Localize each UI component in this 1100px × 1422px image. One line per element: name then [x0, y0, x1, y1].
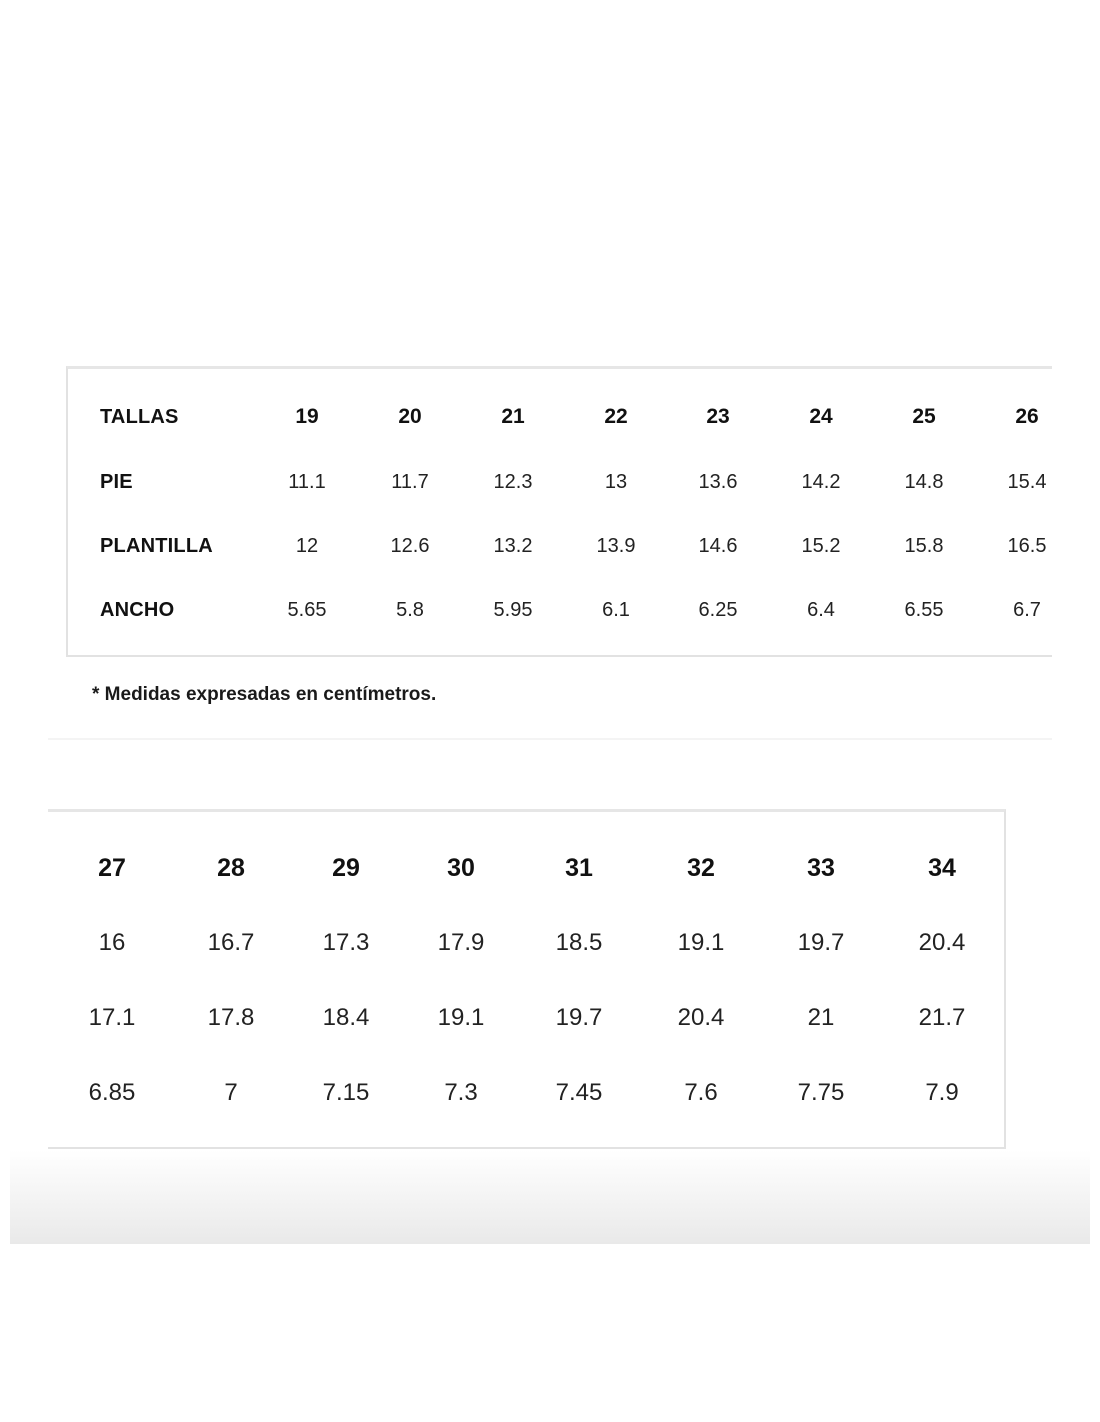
table-cell: 18.4	[322, 1004, 370, 1031]
size-header: 27	[98, 854, 126, 882]
table-cell: 13	[604, 471, 628, 493]
table-cell: 12.6	[390, 535, 430, 557]
table-cell: 6.85	[88, 1079, 136, 1106]
pie-row	[68, 467, 1052, 497]
table-cell: 5.8	[396, 599, 424, 621]
table-cell: 17.1	[88, 1004, 136, 1031]
size-header: 22	[604, 405, 628, 428]
table-cell: 17.9	[437, 929, 485, 956]
table-cell: 11.1	[288, 471, 326, 493]
row-label-pie: PIE	[100, 471, 133, 493]
table-cell: 11.7	[391, 471, 429, 493]
table-cell: 14.8	[904, 471, 944, 493]
divider	[48, 738, 1052, 740]
table-cell: 7.75	[797, 1079, 845, 1106]
table-cell: 15.4	[1007, 471, 1047, 493]
table-cell: 7.3	[444, 1079, 478, 1106]
row-label-tallas: TALLAS	[100, 406, 179, 428]
pie-row	[48, 925, 1004, 961]
table-cell: 7.15	[322, 1079, 370, 1106]
table-cell: 19.1	[677, 929, 725, 956]
size-header: 23	[706, 405, 730, 428]
ancho-row	[68, 595, 1052, 625]
table-cell: 14.2	[801, 471, 841, 493]
size-table-1	[66, 366, 1052, 657]
table-cell: 7.6	[684, 1079, 718, 1106]
table-cell: 6.4	[807, 599, 835, 621]
table-cell: 12.3	[493, 471, 533, 493]
table-cell: 16	[98, 929, 126, 956]
size-row	[48, 850, 1004, 886]
size-header: 31	[565, 854, 593, 882]
size-header: 24	[809, 405, 833, 428]
table-cell: 19.1	[437, 1004, 485, 1031]
size-header: 32	[687, 854, 715, 882]
plantilla-row	[68, 531, 1052, 561]
table-cell: 15.2	[801, 535, 841, 557]
size-header: 30	[447, 854, 475, 882]
table-cell: 6.55	[904, 599, 944, 621]
table-cell: 17.8	[207, 1004, 255, 1031]
table-cell: 19.7	[797, 929, 845, 956]
table-cell: 13.2	[493, 535, 533, 557]
size-header: 21	[501, 405, 525, 428]
table-cell: 20.4	[677, 1004, 725, 1031]
size-header: 28	[217, 854, 245, 882]
table-cell: 20.4	[918, 929, 966, 956]
row-label-plantilla: PLANTILLA	[100, 535, 213, 557]
table-cell: 16.5	[1007, 535, 1047, 557]
table-cell: 17.3	[322, 929, 370, 956]
bottom-shadow	[10, 1150, 1090, 1244]
table-cell: 21.7	[918, 1004, 966, 1031]
plantilla-row	[48, 1000, 1004, 1036]
size-header: 34	[928, 854, 956, 882]
table-cell: 13.6	[698, 471, 738, 493]
size-header: 29	[332, 854, 360, 882]
table-cell: 6.25	[698, 599, 738, 621]
table-cell: 13.9	[596, 535, 636, 557]
table-cell: 19.7	[555, 1004, 603, 1031]
size-header: 19	[295, 405, 319, 428]
table-cell: 15.8	[904, 535, 944, 557]
ancho-row	[48, 1075, 1004, 1111]
table-cell: 5.95	[493, 599, 533, 621]
size-header: 26	[1015, 405, 1039, 428]
measurement-note: * Medidas expresadas en centímetros.	[92, 684, 437, 705]
size-table-2	[48, 809, 1006, 1149]
table-cell: 18.5	[555, 929, 603, 956]
table-cell: 7	[224, 1079, 238, 1106]
table-cell: 6.7	[1013, 599, 1041, 621]
table-cell: 14.6	[698, 535, 738, 557]
size-header: 25	[912, 405, 936, 428]
table-cell: 12	[295, 535, 319, 557]
size-header: 33	[807, 854, 835, 882]
row-label-ancho: ANCHO	[100, 599, 175, 621]
table-cell: 21	[807, 1004, 835, 1031]
table-cell: 5.65	[287, 599, 327, 621]
table-cell: 16.7	[207, 929, 255, 956]
table-cell: 7.9	[925, 1079, 959, 1106]
table-cell: 7.45	[555, 1079, 603, 1106]
table-cell: 6.1	[602, 599, 630, 621]
size-row	[68, 402, 1052, 432]
size-header: 20	[398, 405, 422, 428]
